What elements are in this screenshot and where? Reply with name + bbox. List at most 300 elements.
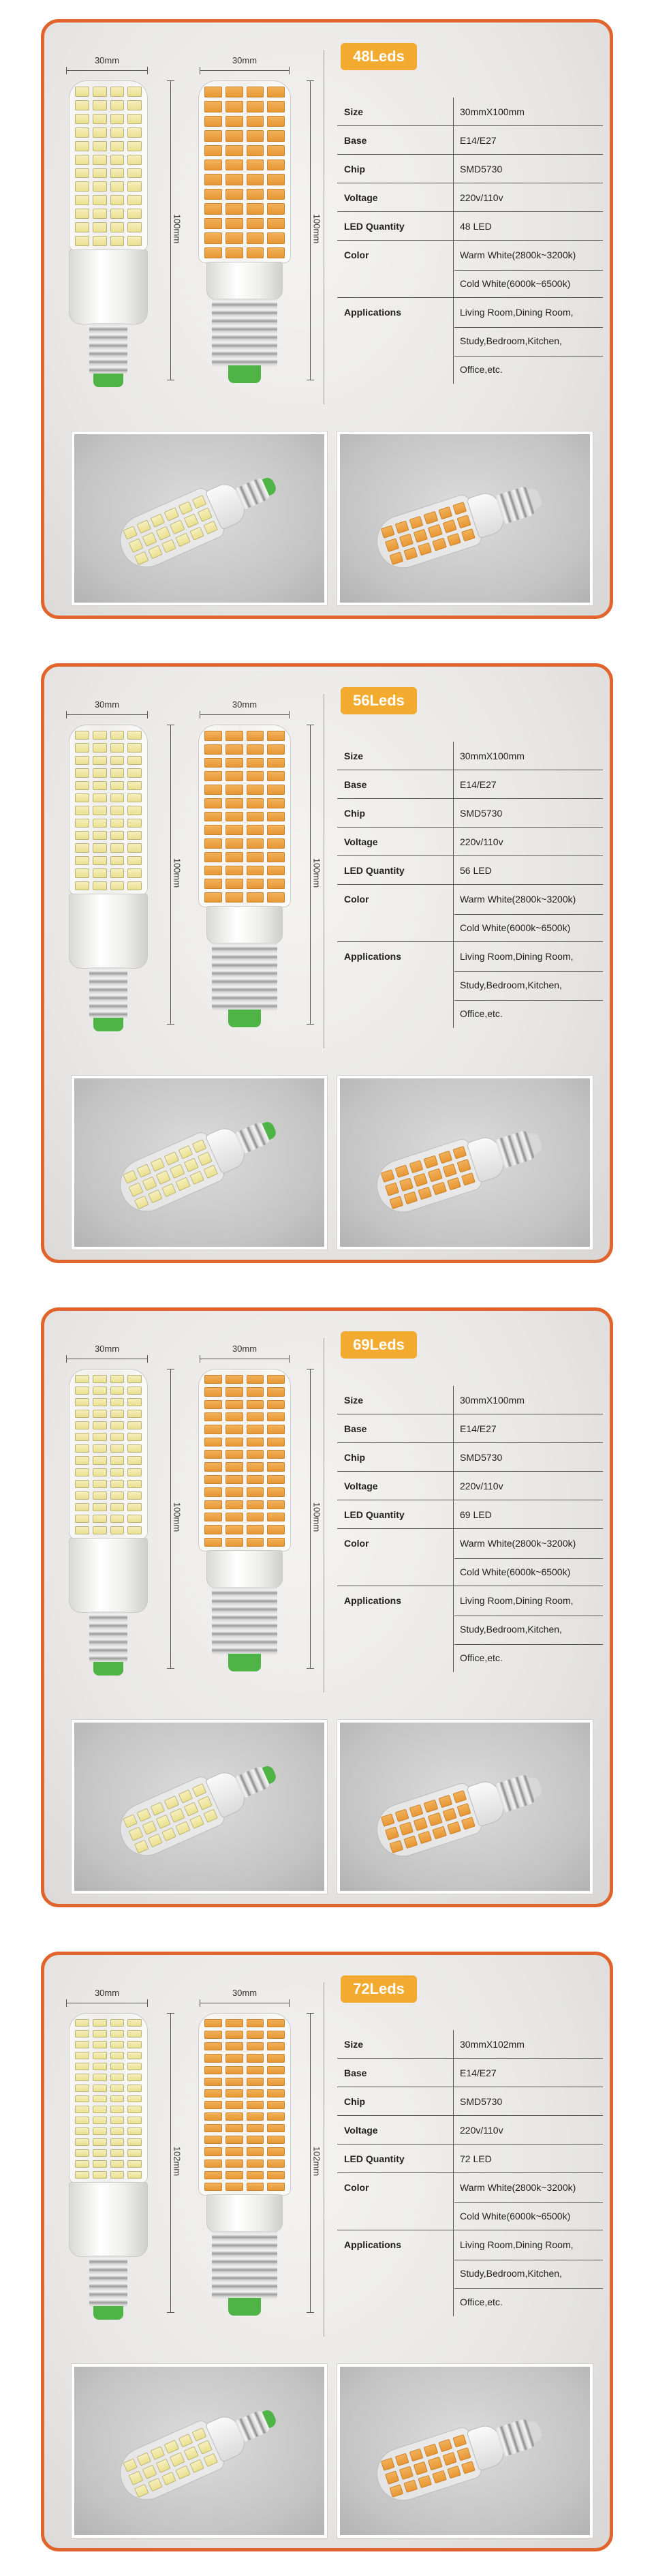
led-chip bbox=[151, 1157, 166, 1172]
led-chip bbox=[225, 2054, 243, 2062]
led-chip bbox=[418, 1186, 432, 1200]
led-chip bbox=[127, 155, 142, 165]
spec-key: Color bbox=[344, 2182, 369, 2193]
led-chip bbox=[127, 2052, 142, 2059]
led-chip bbox=[75, 2106, 89, 2113]
led-chip bbox=[93, 2074, 107, 2081]
spec-key: Size bbox=[344, 2039, 364, 2050]
led-chip bbox=[75, 1456, 89, 1464]
spec-row-applications bbox=[337, 2230, 603, 2259]
led-chip bbox=[225, 1462, 243, 1471]
led-chip bbox=[225, 838, 243, 849]
led-chip bbox=[127, 2085, 142, 2092]
e27-bulb-image bbox=[196, 725, 294, 1038]
led-grid-warm bbox=[204, 1375, 285, 1547]
led-chip bbox=[110, 209, 125, 219]
led-chip bbox=[110, 2074, 125, 2081]
led-chip bbox=[225, 116, 243, 127]
led-chip bbox=[75, 793, 89, 802]
width-label-right: 30mm bbox=[232, 55, 258, 65]
product-diagram bbox=[44, 667, 330, 1062]
led-chip bbox=[148, 1189, 163, 1203]
led-chip bbox=[129, 1183, 144, 1197]
led-chip bbox=[93, 2160, 107, 2168]
led-chip bbox=[225, 1475, 243, 1484]
led-chip bbox=[75, 781, 89, 790]
led-chip bbox=[204, 1450, 222, 1459]
led-chip bbox=[247, 879, 264, 889]
led-count-badge: 56Leds bbox=[341, 687, 417, 714]
led-chip bbox=[75, 1468, 89, 1476]
led-chip bbox=[127, 181, 142, 192]
led-chip bbox=[267, 731, 285, 741]
spec-value: Cold White(6000k~6500k) bbox=[460, 1566, 571, 1577]
led-chip bbox=[267, 1500, 285, 1509]
led-chip bbox=[247, 2054, 264, 2062]
led-chip bbox=[461, 528, 476, 542]
led-chip bbox=[225, 2112, 243, 2121]
spec-row-size bbox=[337, 1386, 603, 1414]
led-chip bbox=[93, 2019, 107, 2027]
product-diagram bbox=[44, 1311, 330, 1706]
led-chip bbox=[247, 160, 264, 170]
led-chip bbox=[442, 2452, 456, 2466]
led-chip bbox=[433, 2470, 447, 2483]
led-chip bbox=[151, 1802, 166, 1816]
led-chip bbox=[110, 1503, 125, 1511]
led-chip bbox=[110, 2138, 125, 2146]
led-chip bbox=[127, 2019, 142, 2027]
led-chip bbox=[93, 743, 107, 752]
spec-value: E14/E27 bbox=[460, 1423, 497, 1434]
led-chip bbox=[204, 1438, 222, 1446]
spec-value: E14/E27 bbox=[460, 2067, 497, 2078]
led-chip bbox=[267, 2054, 285, 2062]
spec-value: 220v/110v bbox=[460, 1481, 503, 1491]
led-chip bbox=[204, 1462, 222, 1471]
led-chip bbox=[170, 1808, 185, 1823]
led-chip bbox=[204, 1387, 222, 1396]
led-chip bbox=[456, 2447, 471, 2461]
led-chip bbox=[247, 218, 264, 229]
spec-row-voltage bbox=[337, 183, 603, 212]
led-chip bbox=[151, 513, 166, 528]
led-chip bbox=[447, 1821, 461, 1835]
led-chip bbox=[204, 2112, 222, 2121]
led-chip bbox=[428, 1813, 442, 1826]
spec-key: Applications bbox=[344, 307, 402, 318]
led-chip bbox=[161, 1827, 176, 1841]
led-chip bbox=[189, 1815, 204, 1829]
height-label-right: 100mm bbox=[311, 213, 322, 244]
led-chip bbox=[203, 1164, 218, 1179]
spec-row-applications bbox=[337, 1586, 603, 1615]
spec-value: E14/E27 bbox=[460, 779, 497, 790]
led-chip bbox=[151, 2446, 166, 2460]
spec-value: Office,etc. bbox=[460, 1652, 503, 1663]
led-chip bbox=[93, 1421, 107, 1429]
spec-value: 30mmX102mm bbox=[460, 2039, 525, 2050]
width-dimension-left bbox=[66, 70, 148, 71]
led-chip bbox=[204, 1475, 222, 1484]
photo-e27-bulb bbox=[337, 1076, 593, 1249]
led-chip bbox=[247, 825, 264, 835]
spec-row-applications-cont bbox=[337, 2259, 603, 2288]
spec-key: Base bbox=[344, 1423, 367, 1434]
led-chip bbox=[127, 1375, 142, 1383]
led-chip bbox=[381, 1813, 395, 1827]
led-chip bbox=[110, 819, 125, 828]
width-dimension-left bbox=[66, 714, 148, 715]
led-chip bbox=[127, 127, 142, 138]
photo-e27-bulb bbox=[337, 1720, 593, 1894]
led-chip bbox=[178, 1145, 193, 1160]
led-chip bbox=[204, 2183, 222, 2191]
led-chip bbox=[204, 744, 222, 755]
led-chip bbox=[225, 879, 243, 889]
led-chip bbox=[247, 852, 264, 862]
spec-value: Warm White(2800k~3200k) bbox=[460, 249, 576, 260]
led-chip bbox=[247, 2089, 264, 2097]
led-chip bbox=[204, 785, 222, 795]
led-chip bbox=[225, 130, 243, 141]
height-dimension-right bbox=[310, 80, 311, 380]
led-chip bbox=[203, 1808, 218, 1823]
spec-key: Base bbox=[344, 2067, 367, 2078]
led-chip bbox=[225, 2124, 243, 2132]
led-chip bbox=[247, 1538, 264, 1547]
led-chip bbox=[93, 1387, 107, 1395]
led-chip bbox=[110, 2052, 125, 2059]
led-chip bbox=[75, 868, 89, 877]
led-chip bbox=[381, 1169, 395, 1183]
led-chip bbox=[110, 1491, 125, 1500]
led-chip bbox=[127, 168, 142, 179]
led-chip bbox=[225, 2183, 243, 2191]
height-label-right: 100mm bbox=[311, 1502, 322, 1532]
led-chip bbox=[204, 87, 222, 97]
height-dimension-left bbox=[170, 2013, 171, 2313]
spec-value: 30mmX100mm bbox=[460, 751, 525, 761]
spec-key: Chip bbox=[344, 808, 366, 819]
led-chip bbox=[247, 744, 264, 755]
led-chip bbox=[247, 1450, 264, 1459]
led-chip bbox=[110, 743, 125, 752]
led-chip bbox=[93, 2030, 107, 2037]
led-chip bbox=[267, 866, 285, 876]
spec-row-color bbox=[337, 2173, 603, 2202]
spec-value: Living Room,Dining Room, bbox=[460, 307, 574, 318]
led-chip bbox=[123, 1170, 138, 1184]
led-chip bbox=[203, 520, 218, 534]
spec-row-color-cont bbox=[337, 269, 603, 298]
width-dimension-right bbox=[200, 70, 290, 71]
spec-value: Cold White(6000k~6500k) bbox=[460, 278, 571, 289]
led-chip bbox=[247, 1513, 264, 1521]
led-chip bbox=[110, 1410, 125, 1418]
led-chip bbox=[110, 831, 125, 840]
led-chip bbox=[267, 1425, 285, 1434]
led-chip bbox=[267, 2136, 285, 2144]
led-chip bbox=[164, 1151, 179, 1166]
led-chip bbox=[110, 114, 125, 124]
led-chip bbox=[247, 1487, 264, 1496]
spec-value: Study,Bedroom,Kitchen, bbox=[460, 335, 562, 346]
led-chip bbox=[414, 1173, 428, 1187]
spec-key: Applications bbox=[344, 1595, 402, 1606]
led-chip bbox=[127, 793, 142, 802]
led-chip bbox=[456, 515, 471, 528]
led-chip bbox=[225, 1375, 243, 1384]
led-chip bbox=[110, 195, 125, 205]
led-chip bbox=[75, 756, 89, 765]
led-chip bbox=[247, 1500, 264, 1509]
spec-value: 30mmX100mm bbox=[460, 1395, 525, 1406]
spec-value: Cold White(6000k~6500k) bbox=[460, 2211, 571, 2222]
led-chip bbox=[204, 160, 222, 170]
led-chip bbox=[93, 2041, 107, 2048]
led-chip bbox=[75, 768, 89, 777]
led-chip bbox=[93, 127, 107, 138]
led-chip bbox=[399, 534, 414, 547]
led-chip bbox=[204, 1525, 222, 1534]
led-chip bbox=[110, 2171, 125, 2179]
led-chip bbox=[110, 2030, 125, 2037]
led-chip bbox=[395, 520, 409, 534]
spec-value: SMD5730 bbox=[460, 808, 503, 819]
led-chip bbox=[267, 189, 285, 200]
led-chip bbox=[247, 785, 264, 795]
e27-bulb-image bbox=[196, 2013, 294, 2327]
led-chip bbox=[184, 1802, 199, 1817]
spec-value: Study,Bedroom,Kitchen, bbox=[460, 980, 562, 990]
led-chip bbox=[225, 744, 243, 755]
spec-key: Size bbox=[344, 1395, 364, 1406]
led-chip bbox=[267, 1450, 285, 1459]
led-chip bbox=[204, 2136, 222, 2144]
led-chip bbox=[110, 155, 125, 165]
led-chip bbox=[75, 1444, 89, 1453]
led-chip bbox=[204, 1513, 222, 1521]
led-chip bbox=[247, 145, 264, 156]
led-chip bbox=[225, 758, 243, 768]
spec-key: Chip bbox=[344, 1452, 366, 1463]
led-chip bbox=[267, 1462, 285, 1471]
spec-value: Warm White(2800k~3200k) bbox=[460, 1538, 576, 1549]
led-chip bbox=[127, 1410, 142, 1418]
product-card bbox=[41, 1307, 613, 1907]
led-chip bbox=[204, 232, 222, 243]
led-chip bbox=[170, 1164, 185, 1179]
led-chip bbox=[93, 806, 107, 815]
led-chip bbox=[93, 1468, 107, 1476]
led-chip bbox=[127, 1480, 142, 1488]
led-chip bbox=[247, 2160, 264, 2168]
led-chip bbox=[93, 100, 107, 110]
led-chip bbox=[127, 756, 142, 765]
led-chip bbox=[204, 2171, 222, 2179]
led-chip bbox=[93, 1503, 107, 1511]
led-chip bbox=[418, 1830, 432, 1844]
led-chip bbox=[127, 1387, 142, 1395]
led-chip bbox=[110, 1398, 125, 1406]
led-chip bbox=[110, 2149, 125, 2157]
led-chip bbox=[267, 1375, 285, 1384]
led-chip bbox=[225, 731, 243, 741]
led-chip bbox=[110, 2041, 125, 2048]
led-chip bbox=[127, 1491, 142, 1500]
led-chip bbox=[142, 532, 157, 547]
led-chip bbox=[428, 2457, 442, 2470]
led-chip bbox=[192, 495, 207, 509]
led-chip bbox=[247, 1525, 264, 1534]
led-chip bbox=[204, 892, 222, 903]
led-chip bbox=[127, 2171, 142, 2179]
spec-row-led-quantity bbox=[337, 2145, 603, 2173]
led-chip bbox=[110, 236, 125, 246]
led-chip bbox=[225, 825, 243, 835]
led-grid-warm bbox=[204, 731, 285, 903]
led-chip bbox=[184, 514, 199, 528]
led-chip bbox=[110, 1387, 125, 1395]
led-chip bbox=[110, 1433, 125, 1441]
led-chip bbox=[156, 526, 171, 541]
led-chip bbox=[93, 1444, 107, 1453]
led-chip bbox=[267, 771, 285, 781]
led-chip bbox=[75, 819, 89, 828]
spec-row-led-quantity bbox=[337, 212, 603, 241]
led-chip bbox=[385, 1827, 399, 1840]
width-label-right: 30mm bbox=[232, 699, 258, 710]
led-chip bbox=[75, 2074, 89, 2081]
photo-e14-bulb bbox=[72, 1076, 327, 1249]
led-chip bbox=[75, 2052, 89, 2059]
led-chip bbox=[247, 2066, 264, 2074]
led-chip bbox=[176, 2465, 191, 2479]
spec-value: SMD5730 bbox=[460, 164, 503, 175]
led-chip bbox=[75, 2085, 89, 2092]
led-chip bbox=[93, 87, 107, 97]
led-chip bbox=[267, 218, 285, 229]
led-chip bbox=[127, 1433, 142, 1441]
led-chip bbox=[267, 2042, 285, 2050]
spec-row-voltage bbox=[337, 1472, 603, 1500]
led-chip bbox=[110, 843, 125, 852]
led-chip bbox=[156, 2459, 171, 2473]
led-chip bbox=[452, 1146, 467, 1160]
led-chip bbox=[75, 2063, 89, 2070]
led-chip bbox=[75, 2138, 89, 2146]
led-chip bbox=[424, 2444, 438, 2457]
e14-bulb-image bbox=[66, 1369, 151, 1682]
led-chip bbox=[75, 2149, 89, 2157]
height-label-right: 102mm bbox=[311, 2146, 322, 2177]
led-chip bbox=[267, 145, 285, 156]
led-chip bbox=[247, 189, 264, 200]
led-chip bbox=[127, 195, 142, 205]
led-chip bbox=[442, 1164, 456, 1177]
led-chip bbox=[110, 1421, 125, 1429]
led-chip bbox=[127, 2095, 142, 2103]
led-chip bbox=[148, 1833, 163, 1847]
led-chip bbox=[247, 1425, 264, 1434]
spec-key: Color bbox=[344, 1538, 369, 1549]
led-chip bbox=[389, 551, 403, 565]
led-chip bbox=[267, 2160, 285, 2168]
led-chip bbox=[204, 1425, 222, 1434]
spec-value: Warm White(2800k~3200k) bbox=[460, 894, 576, 905]
led-chip bbox=[198, 508, 213, 522]
spec-row-applications-cont bbox=[337, 999, 603, 1028]
led-chip bbox=[127, 2041, 142, 2048]
led-chip bbox=[129, 2471, 144, 2485]
led-chip bbox=[267, 2124, 285, 2132]
led-chip bbox=[127, 222, 142, 232]
led-chip bbox=[267, 1400, 285, 1409]
height-dimension-left bbox=[170, 725, 171, 1025]
spec-value: Warm White(2800k~3200k) bbox=[460, 2182, 576, 2193]
led-chip bbox=[403, 547, 418, 560]
led-chip bbox=[267, 232, 285, 243]
led-chip bbox=[247, 247, 264, 258]
led-chip bbox=[75, 2171, 89, 2179]
spec-value: Living Room,Dining Room, bbox=[460, 951, 574, 962]
led-chip bbox=[267, 2147, 285, 2155]
led-chip bbox=[267, 744, 285, 755]
led-chip bbox=[225, 1500, 243, 1509]
spec-row-color bbox=[337, 1529, 603, 1558]
spec-row-chip bbox=[337, 2087, 603, 2116]
led-chip bbox=[93, 1515, 107, 1523]
photo-e27-bulb bbox=[337, 431, 593, 605]
spec-row-chip bbox=[337, 155, 603, 183]
led-chip bbox=[225, 812, 243, 822]
spec-value: Office,etc. bbox=[460, 1008, 503, 1019]
led-chip bbox=[93, 1433, 107, 1441]
led-chip bbox=[247, 2031, 264, 2039]
led-chip bbox=[75, 2041, 89, 2048]
led-chip bbox=[204, 203, 222, 214]
led-chip bbox=[75, 1375, 89, 1383]
led-chip bbox=[247, 2171, 264, 2179]
led-chip bbox=[225, 145, 243, 156]
led-chip bbox=[452, 2434, 467, 2448]
led-chip bbox=[110, 768, 125, 777]
led-chip bbox=[93, 2138, 107, 2146]
led-chip bbox=[75, 2095, 89, 2103]
led-grid-warm bbox=[204, 2019, 285, 2191]
led-chip bbox=[110, 1515, 125, 1523]
width-label-right: 30mm bbox=[232, 1344, 258, 1354]
led-chip bbox=[247, 892, 264, 903]
led-chip bbox=[225, 232, 243, 243]
led-chip bbox=[127, 2030, 142, 2037]
led-chip bbox=[127, 881, 142, 890]
led-chip bbox=[247, 2042, 264, 2050]
spec-value: 69 LED bbox=[460, 1509, 492, 1520]
led-chip bbox=[110, 1456, 125, 1464]
spec-value: SMD5730 bbox=[460, 2096, 503, 2107]
spec-value: 30mmX100mm bbox=[460, 106, 525, 117]
led-chip bbox=[456, 1159, 471, 1172]
led-grid-cold bbox=[75, 1375, 142, 1534]
led-chip bbox=[267, 838, 285, 849]
led-chip bbox=[204, 866, 222, 876]
led-chip bbox=[110, 1444, 125, 1453]
led-chip bbox=[225, 785, 243, 795]
led-chip bbox=[225, 1538, 243, 1547]
led-chip bbox=[75, 2160, 89, 2168]
